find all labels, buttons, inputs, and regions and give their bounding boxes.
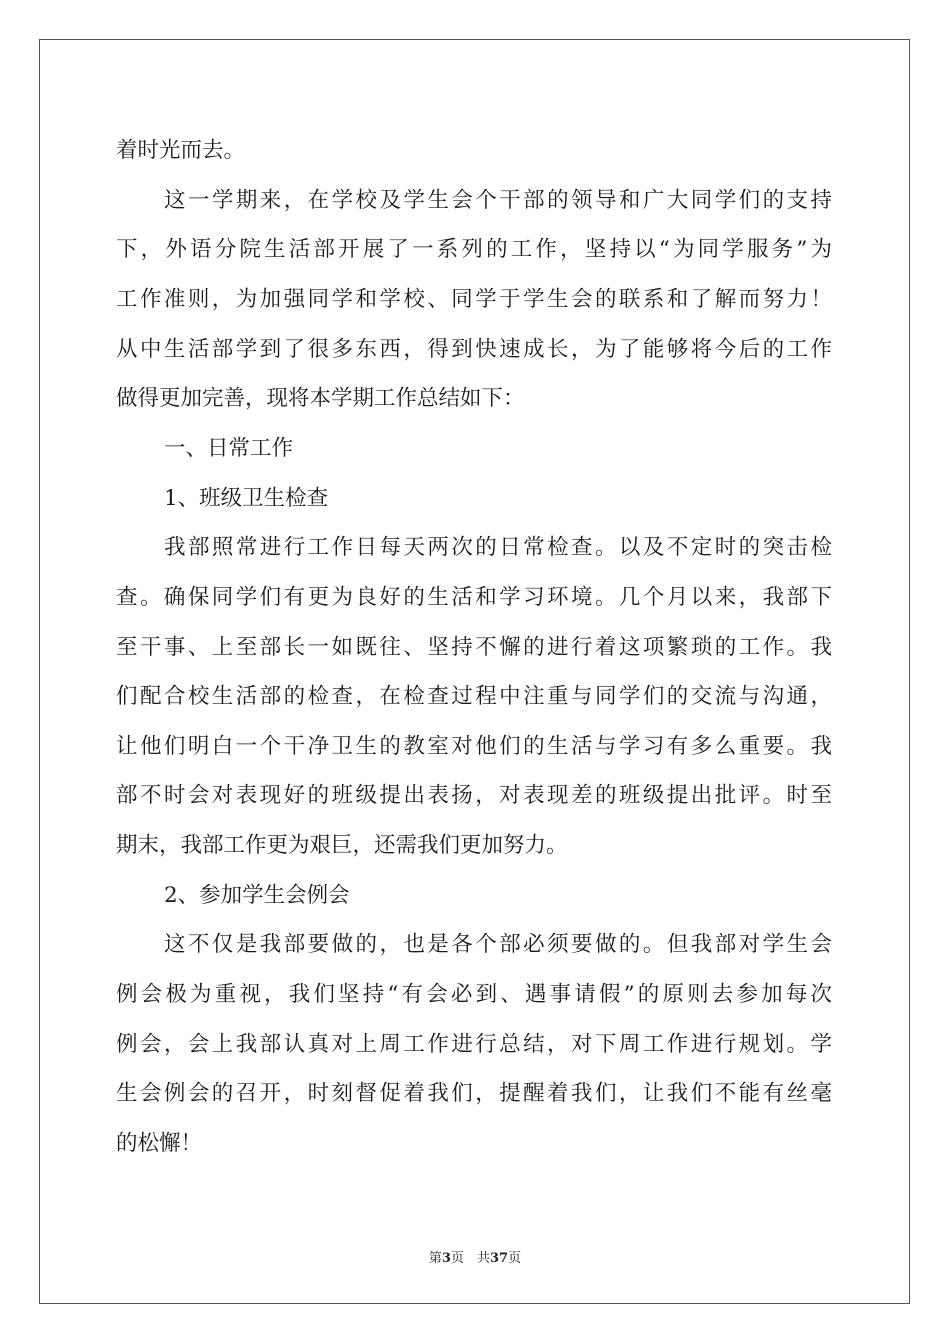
page-border — [39, 39, 910, 1304]
footer-prefix: 第 — [428, 1251, 442, 1266]
text-line: 至干事、上至部长一如既往、坚持不懈的进行着这项繁琐的工作。我 — [116, 635, 832, 660]
text-line: 查。确保同学们有更为良好的生活和学习环境。几个月以来，我部下 — [116, 585, 832, 610]
text-line: 我部照常进行工作日每天两次的日常检查。以及不定时的突击检 — [164, 535, 832, 560]
footer-suffix: 页 — [508, 1251, 522, 1266]
text-line: 这不仅是我部要做的，也是各个部必须要做的。但我部对学生会 — [164, 932, 832, 957]
text-line: 生会例会的召开，时刻督促着我们，提醒着我们，让我们不能有丝毫 — [116, 1081, 832, 1106]
text-line: 例会极为重视，我们坚持“有会必到、遇事请假”的原则去参加每次 — [116, 982, 832, 1007]
subsection-heading: 2、参加学生会例会 — [164, 883, 350, 908]
page-footer — [0, 1247, 950, 1266]
subsection-heading: 1、班级卫生检查 — [164, 486, 329, 511]
footer-page-number: 3 — [441, 1251, 451, 1266]
text-line: 着时光而去。 — [116, 138, 246, 163]
text-line: 工作准则，为加强同学和学校、同学于学生会的联系和了解而努力！ — [116, 287, 832, 312]
text-line: 部不时会对表现好的班级提出表扬，对表现差的班级提出批评。时至 — [116, 783, 832, 808]
text-line: 这一学期来，在学校及学生会个干部的领导和广大同学们的支持 — [164, 188, 832, 213]
footer-total-pages: 37 — [489, 1251, 509, 1266]
footer-mid: 页 共 — [450, 1251, 490, 1266]
section-heading: 一、日常工作 — [164, 436, 294, 461]
text-line: 例会，会上我部认真对上周工作进行总结，对下周工作进行规划。学 — [116, 1032, 832, 1057]
text-line: 让他们明白一个干净卫生的教室对他们的生活与学习有多么重要。我 — [116, 734, 832, 759]
text-line: 的松懈！ — [116, 1131, 203, 1156]
text-line: 做得更加完善，现将本学期工作总结如下： — [116, 386, 525, 411]
text-line: 期末，我部工作更为艰巨，还需我们更加努力。 — [116, 833, 568, 858]
text-line: 们配合校生活部的检查，在检查过程中注重与同学们的交流与沟通， — [116, 684, 832, 709]
text-line: 下，外语分院生活部开展了一系列的工作，坚持以“为同学服务”为 — [116, 237, 832, 262]
text-line: 从中生活部学到了很多东西，得到快速成长，为了能够将今后的工作 — [116, 337, 832, 362]
